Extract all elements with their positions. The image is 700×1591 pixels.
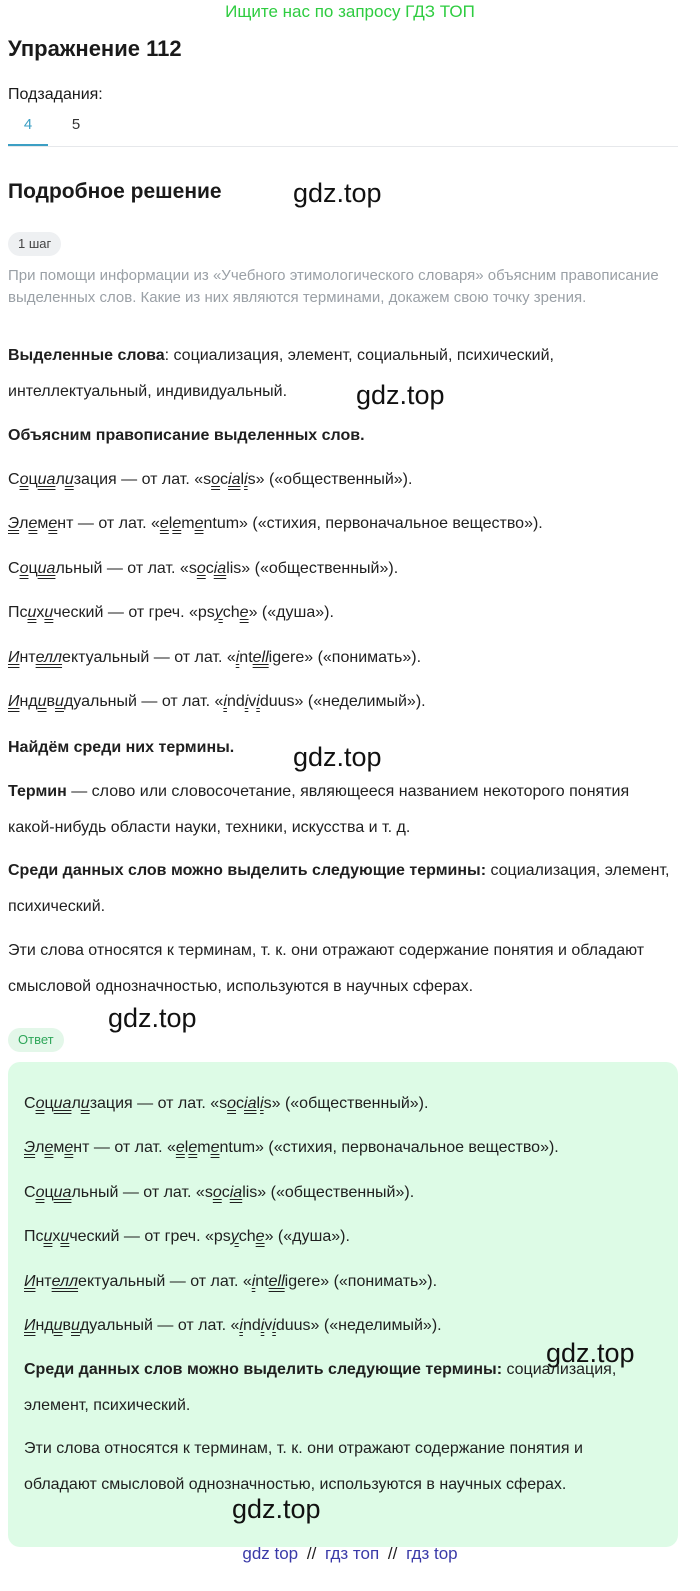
highlighted-letters: i bbox=[223, 693, 227, 710]
highlighted-letters: e bbox=[188, 1139, 198, 1156]
solution-word-line-5: Интеллектуальный — от лат. «intelligere» («понимать»). bbox=[8, 649, 422, 666]
watermark: gdz.top bbox=[293, 178, 382, 208]
highlighted-letters: e bbox=[159, 515, 169, 532]
solution-word-line-2: Элемент — от лат. «elementum» («стихия, первоначальное вещество»). bbox=[8, 515, 543, 532]
highlighted-letters: e bbox=[175, 1139, 185, 1156]
highlighted-letters: e bbox=[255, 1228, 265, 1245]
highlighted-letters: i bbox=[235, 649, 240, 666]
term-label: Термин bbox=[8, 783, 67, 800]
highlighted-letters: елл bbox=[51, 1273, 79, 1290]
footer-link-3[interactable]: гдз top bbox=[406, 1544, 458, 1563]
highlighted-letters: ia bbox=[228, 471, 241, 488]
highlighted-letters: И bbox=[8, 693, 20, 710]
highlighted-letters: e bbox=[239, 604, 249, 621]
highlighted-letters: i bbox=[239, 1317, 243, 1334]
section-title: Подробное решение bbox=[8, 180, 222, 203]
highlighted-letters: и bbox=[37, 693, 47, 710]
watermark: gdz.top bbox=[232, 1494, 321, 1524]
footer-separator: // bbox=[387, 1544, 398, 1563]
highlighted-letters: Э bbox=[24, 1139, 36, 1156]
subtask-tabs bbox=[8, 108, 678, 147]
solution-word-line-3: Социальный — от лат. «socialis» («общественный»). bbox=[8, 560, 399, 577]
highlighted-letters: и bbox=[44, 604, 54, 621]
answer-terms-label: Среди данных слов можно выделить следующие термины: bbox=[24, 1361, 503, 1378]
highlighted-letters: e bbox=[194, 515, 204, 532]
highlighted-letters: И bbox=[8, 649, 20, 666]
terms-list bbox=[8, 853, 673, 925]
solution-word-line-1: Социализация — от лат. «socialis» («общественный»). bbox=[8, 471, 413, 488]
solution-word-line-4: Психический — от греч. «psyche» («душа»). bbox=[8, 604, 334, 621]
highlighted-text: : социализация, элемент, социальный, психический, интеллектуальный, индивидуальный. bbox=[8, 347, 554, 400]
highlighted-words bbox=[8, 338, 673, 410]
highlighted-letters: и bbox=[64, 471, 74, 488]
term-definition bbox=[8, 774, 673, 846]
highlighted-letters: ia bbox=[213, 560, 227, 577]
footer-links bbox=[0, 1542, 700, 1566]
highlighted-letters: i bbox=[244, 471, 248, 488]
explain-heading: Объясним правописание выделенных слов. bbox=[8, 427, 365, 444]
step-badge: 1 шаг bbox=[8, 232, 61, 256]
highlighted-letters: И bbox=[24, 1273, 36, 1290]
highlighted-letters: ell bbox=[268, 1273, 285, 1290]
highlighted-letters: и bbox=[43, 1228, 53, 1245]
subtasks-label: Подзадания: bbox=[8, 86, 103, 103]
solution-word-line-6: Индивидуальный — от лат. «individuus» («неделимый»). bbox=[8, 693, 426, 710]
answer-word-line-5: Интеллектуальный — от лат. «intelligere» («понимать»). bbox=[24, 1273, 438, 1290]
highlighted-letters: ia bbox=[244, 1095, 257, 1112]
term-text: — слово или словосочетание, являющееся названием некоторого понятия какой-нибудь области науки, техники, искусства и т. д. bbox=[8, 783, 630, 836]
answer-word-line-6: Индивидуальный — от лат. «individuus» («неделимый»). bbox=[24, 1317, 442, 1334]
highlighted-letters: ia bbox=[229, 1184, 243, 1201]
highlighted-letters: иа bbox=[37, 560, 56, 577]
highlighted-letters: ell bbox=[252, 649, 269, 666]
highlighted-label: Выделенные слова bbox=[8, 347, 165, 364]
highlighted-letters: i bbox=[272, 1317, 276, 1334]
answer-word-line-2: Элемент — от лат. «elementum» («стихия, первоначальное вещество»). bbox=[24, 1139, 559, 1156]
highlighted-letters: o bbox=[211, 471, 221, 488]
highlighted-letters: о bbox=[19, 560, 29, 577]
highlighted-letters: и bbox=[55, 693, 64, 710]
highlighted-letters: i bbox=[256, 693, 260, 710]
highlighted-letters: И bbox=[24, 1317, 36, 1334]
highlighted-letters: y bbox=[230, 1228, 239, 1245]
tab-subtask-5[interactable]: 5 bbox=[71, 116, 81, 133]
watermark: gdz.top bbox=[108, 1003, 197, 1033]
highlighted-letters: е bbox=[48, 515, 58, 532]
task-hint: При помощи информации из «Учебного этимологического словаря» объясним правописание выделенных слов. Какие из них являются терминами, докажем свою точку зрения. bbox=[8, 267, 659, 306]
highlighted-letters: o bbox=[196, 560, 206, 577]
highlighted-letters: Э bbox=[8, 515, 20, 532]
highlighted-letters: е bbox=[64, 1139, 74, 1156]
highlighted-letters: иа bbox=[37, 471, 56, 488]
watermark: gdz.top bbox=[546, 1338, 635, 1368]
promo-banner[interactable]: Ищите нас по запросу ГДЗ ТОП bbox=[225, 2, 475, 21]
answer-conclusion: Эти слова относятся к терминам, т. к. они отражают содержание понятия и обладают смысловой однозначностью, используются в научных сферах. bbox=[24, 1440, 583, 1493]
highlighted-letters: о bbox=[35, 1095, 45, 1112]
highlighted-letters: е bbox=[28, 515, 38, 532]
answer-word-line-3: Социальный — от лат. «socialis» («общественный»). bbox=[24, 1184, 415, 1201]
answer-word-line-4: Психический — от греч. «psyche» («душа»). bbox=[24, 1228, 350, 1245]
highlighted-letters: е bbox=[44, 1139, 54, 1156]
highlighted-letters: e bbox=[210, 1139, 220, 1156]
highlighted-letters: и bbox=[53, 1317, 63, 1334]
terms-label: Среди данных слов можно выделить следующие термины: bbox=[8, 862, 487, 879]
conclusion: Эти слова относятся к терминам, т. к. они отражают содержание понятия и обладают смысловой однозначностью, используются в научных сферах. bbox=[8, 942, 645, 995]
watermark: gdz.top bbox=[356, 380, 445, 410]
highlighted-letters: о bbox=[19, 471, 29, 488]
footer-separator: // bbox=[306, 1544, 317, 1563]
highlighted-letters: и bbox=[80, 1095, 90, 1112]
answer-badge: Ответ bbox=[8, 1028, 64, 1052]
footer-link-1[interactable]: gdz top bbox=[242, 1544, 299, 1563]
highlighted-letters: и bbox=[60, 1228, 70, 1245]
highlighted-letters: i bbox=[260, 1095, 264, 1112]
highlighted-letters: y bbox=[214, 604, 223, 621]
highlighted-letters: елл bbox=[35, 649, 63, 666]
page-title: Упражнение 112 bbox=[8, 36, 182, 61]
find-terms-heading: Найдём среди них термины. bbox=[8, 739, 235, 756]
answer-word-line-1: Социализация — от лат. «socialis» («общественный»). bbox=[24, 1095, 429, 1112]
highlighted-letters: и bbox=[27, 604, 37, 621]
highlighted-letters: о bbox=[35, 1184, 45, 1201]
highlighted-letters: o bbox=[227, 1095, 237, 1112]
highlighted-letters: i bbox=[251, 1273, 256, 1290]
highlighted-letters: o bbox=[212, 1184, 222, 1201]
highlighted-letters: иа bbox=[53, 1095, 72, 1112]
highlighted-letters: и bbox=[71, 1317, 80, 1334]
highlighted-letters: i bbox=[260, 1317, 265, 1334]
watermark: gdz.top bbox=[293, 742, 382, 772]
answer-terms-text: социализация, элемент, психический. bbox=[24, 1361, 617, 1414]
tab-subtask-4[interactable]: 4 bbox=[8, 108, 48, 146]
highlighted-letters: i bbox=[244, 693, 249, 710]
highlighted-letters: иа bbox=[53, 1184, 72, 1201]
footer-link-2[interactable]: гдз топ bbox=[325, 1544, 380, 1563]
highlighted-letters: e bbox=[172, 515, 182, 532]
terms-text: социализация, элемент, психический. bbox=[8, 862, 670, 915]
